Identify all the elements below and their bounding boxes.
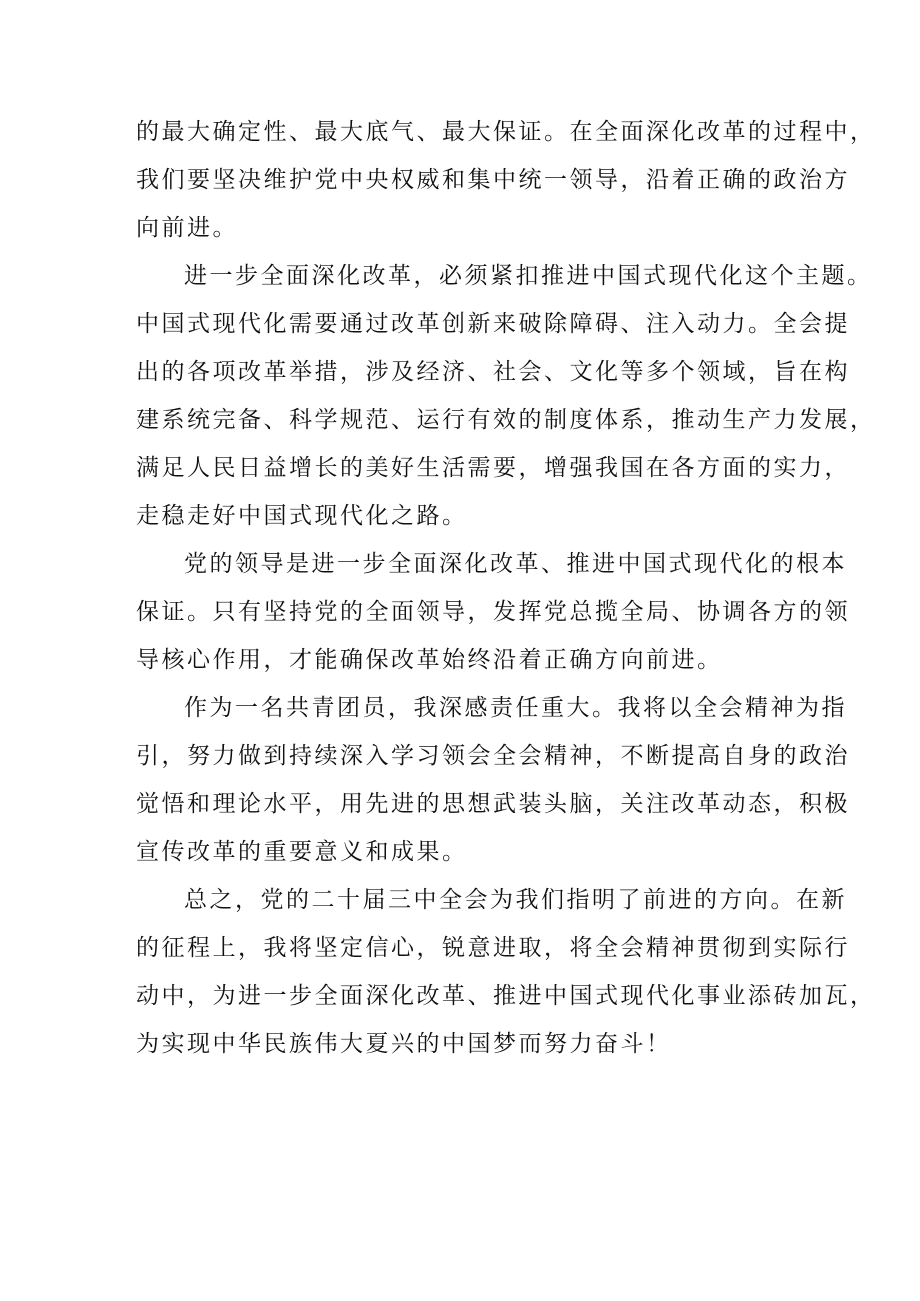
paragraph-first-line: 总之，党的二十届三中全会为我们指明了前进的方向。在新 <box>184 887 847 913</box>
text-line: 动中，为进一步全面深化改革、推进中国式现代化事业添砖加瓦， <box>136 983 876 1009</box>
paragraph-first-line: 作为一名共青团员，我深感责任重大。我将以全会精神为指 <box>184 695 847 721</box>
text-line: 走稳走好中国式现代化之路。 <box>136 503 468 529</box>
text-line: 导核心作用，才能确保改革始终沿着正确方向前进。 <box>136 647 723 673</box>
paragraph-first-line: 党的领导是进一步全面深化改革、推进中国式现代化的根本 <box>184 551 847 577</box>
text-line: 我们要坚决维护党中央权威和集中统一领导，沿着正确的政治方 <box>136 167 850 193</box>
text-line: 的征程上，我将坚定信心，锐意进取，将全会精神贯彻到实际行 <box>136 935 850 961</box>
text-line: 建系统完备、科学规范、运行有效的制度体系，推动生产力发展， <box>136 407 876 433</box>
document-body <box>136 108 876 1068</box>
text-line: 向前进。 <box>136 215 238 241</box>
paragraph-first-line: 进一步全面深化改革，必须紧扣推进中国式现代化这个主题。 <box>184 263 873 289</box>
text-line: 的最大确定性、最大底气、最大保证。在全面深化改革的过程中， <box>136 119 876 145</box>
text-line: 保证。只有坚持党的全面领导，发挥党总揽全局、协调各方的领 <box>136 599 850 625</box>
text-line: 出的各项改革举措，涉及经济、社会、文化等多个领域，旨在构 <box>136 359 850 385</box>
text-line: 宣传改革的重要意义和成果。 <box>136 839 468 865</box>
text-line: 引，努力做到持续深入学习领会全会精神，不断提高自身的政治 <box>136 743 850 769</box>
text-line: 满足人民日益增长的美好生活需要，增强我国在各方面的实力， <box>136 455 850 481</box>
text-line: 觉悟和理论水平，用先进的思想武装头脑，关注改革动态，积极 <box>136 791 850 817</box>
text-line: 中国式现代化需要通过改革创新来破除障碍、注入动力。全会提 <box>136 311 850 337</box>
text-line: 为实现中华民族伟大夏兴的中国梦而努力奋斗！ <box>136 1031 672 1057</box>
